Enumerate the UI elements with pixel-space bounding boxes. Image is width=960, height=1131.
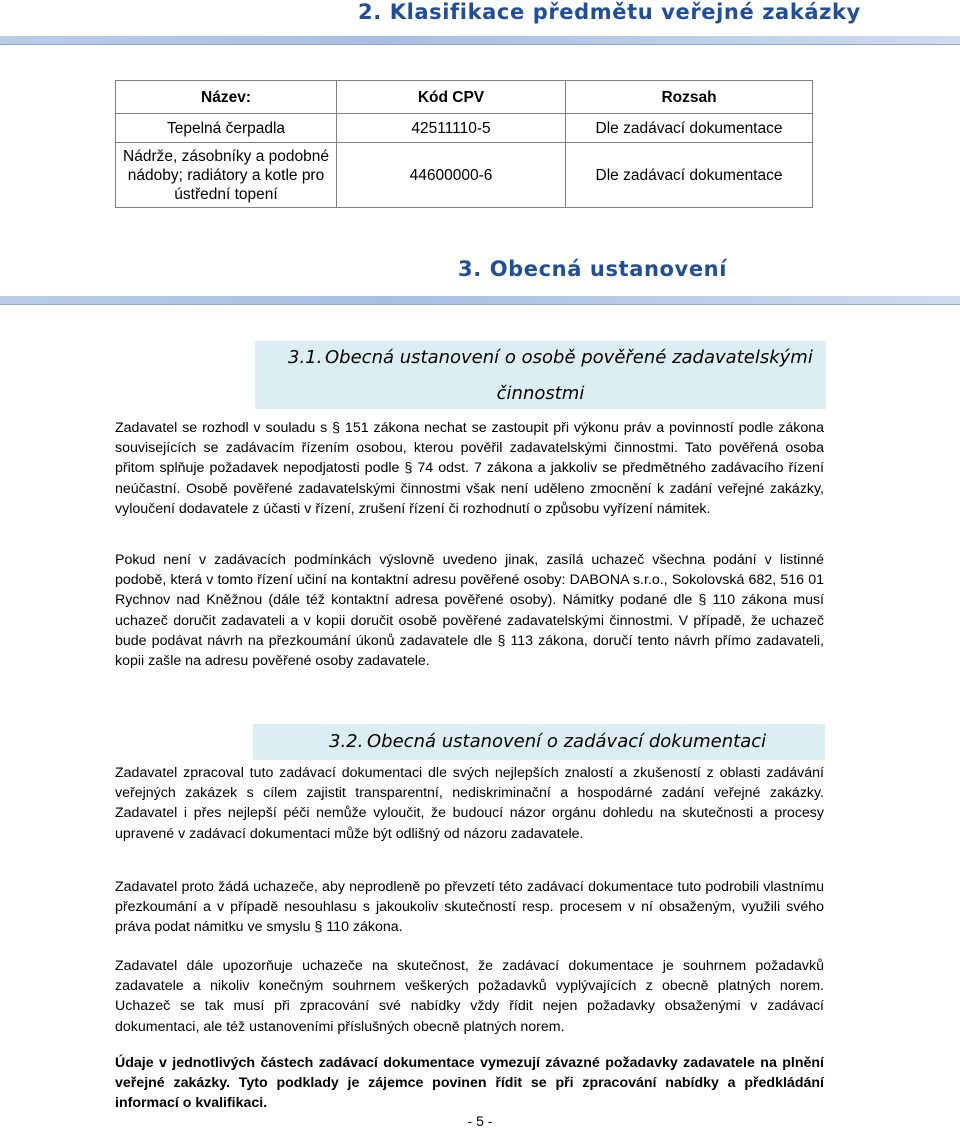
column-header-name: Název: [116, 81, 337, 114]
paragraph: Zadavatel dále upozorňuje uchazeče na skutečnost, že zadávací dokumentace je souhrnem požadavků zadavatele a nikoliv konečným souhrnem veškerých požadavků vyplývajících z obecně platných norem. Uchazeč se tak musí při zpracování své nabídky vždy řídit nejen požadavky obsaženými v zadávací dokumentaci, ale též ustanoveními příslušných obecně platných norem. [115, 958, 824, 1035]
paragraph: Zadavatel se rozhodl v souladu s § 151 zákona nechat se zastoupit při výkonu práv a povinností podle zákona souvisejících se zadávacím řízením osobou, kterou pověřil zadavatelskými činnostmi. Tato pověřená osoba přitom splňuje požadavek nepodjatosti podle § 74 odst. 7 zákona a jakkoliv se předmětného zadávacího řízení neúčastní. Osobě pověřené zadavatelskými činnostmi však není uděleno zmocnění k zadání veřejné zakázky, vyloučení dodavatele z účasti v řízení, zrušení řízení či rozhodnutí o způsobu vyřízení námitek. [115, 420, 824, 517]
paragraph-bold: Údaje v jednotlivých částech zadávací dokumentace vymezují závazné požadavky zadavatele na plnění veřejné zakázky. Tyto podklady je zájemce povinen řídit se při zpracování nabídky a předkládání informací o kvalifikaci. [115, 1055, 824, 1112]
table-header-row [116, 81, 813, 114]
cell-cpv: 42511110-5 [337, 114, 566, 143]
cell-cpv: 44600000-6 [337, 143, 566, 208]
subsection-title-line2: činnostmi [496, 383, 585, 404]
subsection-title-line1: Obecná ustanovení o osobě pověřené zadavatelskými [325, 347, 813, 368]
table-row [116, 114, 813, 143]
cell-scope: Dle zadávací dokumentace [566, 143, 813, 208]
column-header-scope: Rozsah [566, 81, 813, 114]
subsection-number: 3.2. [329, 731, 364, 752]
subsection-number: 3.1. [288, 347, 323, 368]
section-2-underline [0, 36, 960, 45]
cell-name: Tepelná čerpadla [116, 114, 337, 143]
subsection-3-1-heading [255, 341, 826, 409]
cpv-table [115, 80, 813, 208]
page-number: - 5 - [467, 1113, 493, 1129]
paragraph: Zadavatel proto žádá uchazeče, aby neprodleně po převzetí této zadávací dokumentace tuto podrobili vlastnímu přezkoumání a v případě nesouhlasu s jakoukoliv skutečností resp. procesem v ní obsaženým, využili svého práva podat námitku ve smyslu § 110 zákona. [115, 879, 824, 936]
paragraph: Zadavatel zpracoval tuto zadávací dokumentaci dle svých nejlepších znalostí a zkušeností z oblasti zadávání veřejných zakázek s cílem zajistit transparentní, nediskriminační a hospodárné zadání veřejné zakázky. Zadavatel i přes nejlepší péči nemůže vyloučit, že budoucí názor orgánu dohledu na skutečnosti a procesy upravené v zadávací dokumentaci může být odlišný od názoru zadavatele. [115, 765, 824, 842]
cell-scope: Dle zadávací dokumentace [566, 114, 813, 143]
table-row [116, 143, 813, 208]
subsection-title: Obecná ustanovení o zadávací dokumentaci [367, 731, 767, 752]
section-2-title: 2. Klasifikace předmětu veřejné zakázky [358, 0, 861, 24]
section-3-underline [0, 296, 960, 305]
column-header-cpv: Kód CPV [337, 81, 566, 114]
section-3-title: 3. Obecná ustanovení [458, 257, 728, 281]
cell-name: Nádrže, zásobníky a podobné nádoby; radiátory a kotle pro ústřední topení [116, 143, 337, 208]
subsection-3-2-heading [253, 724, 825, 760]
paragraph: Pokud není v zadávacích podmínkách výslovně uvedeno jinak, zasílá uchazeč všechna podání v listinné podobě, která v tomto řízení učiní na kontaktní adresu pověřené osoby: DABONA s.r.o., Sokolovská 682, 516 01 Rychnov nad Kněžnou (dále též kontaktní adresa pověřené osoby). Námitky podané dle § 110 zákona musí uchazeč doručit zadavateli a v kopii doručit osobě pověřené zadavatelskými činnostmi. V případě, že uchazeč bude podávat návrh na přezkoumání úkonů zadavatele dle § 113 zákona, doručí tento návrh přímo zadavateli, kopii zašle na adresu pověřené osoby zadavatele. [115, 552, 824, 670]
